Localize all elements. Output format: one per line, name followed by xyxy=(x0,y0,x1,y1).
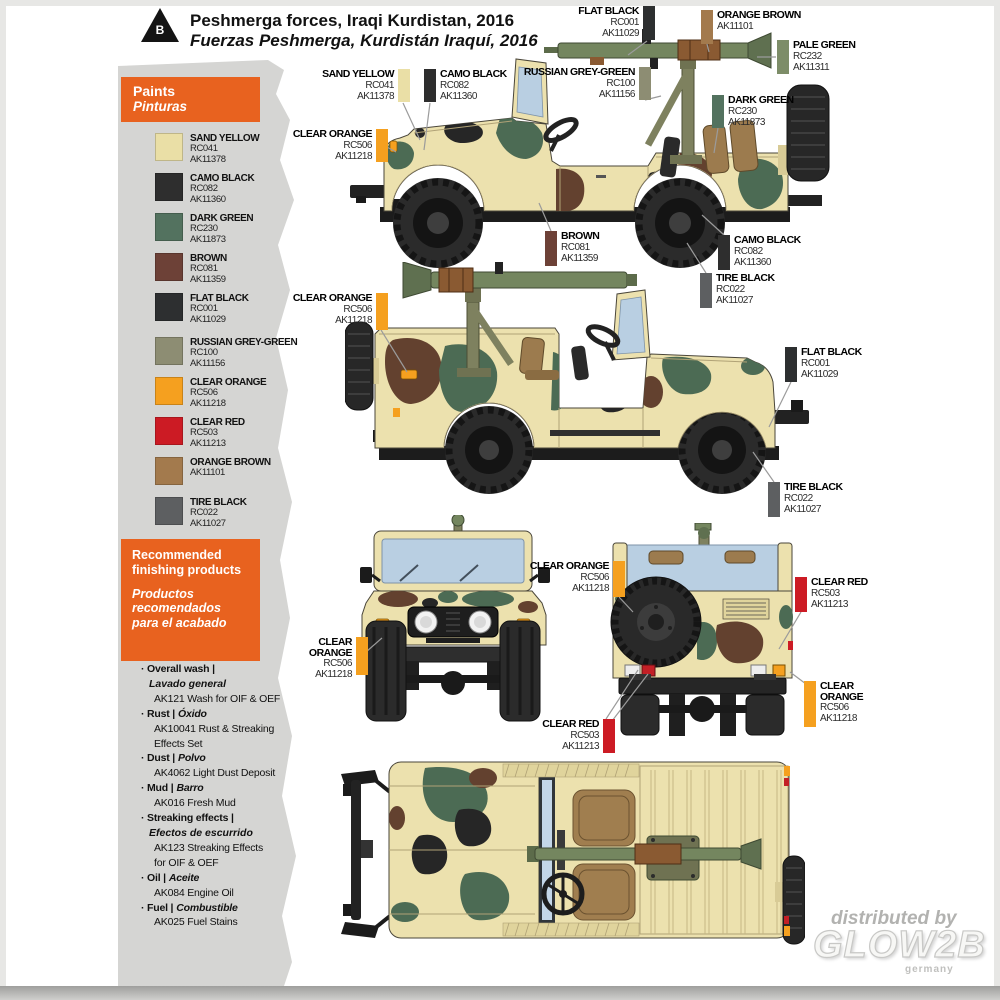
page-frame-bottom xyxy=(0,986,1000,1000)
paint-swatch xyxy=(155,337,183,365)
paint-callout: FLAT BLACK RC001 AK11029 xyxy=(785,347,862,382)
paint-item: CLEAR ORANGE RC506 AK11218 xyxy=(155,377,266,409)
callout-swatch xyxy=(701,10,713,44)
callout-swatch xyxy=(804,681,816,727)
paint-swatch xyxy=(155,173,183,201)
paint-callout: CAMO BLACK RC082 AK11360 xyxy=(424,69,507,102)
paint-callout: CLEAR RED RC503 AK11213 xyxy=(542,719,615,753)
title-spanish: Fuerzas Peshmerga, Kurdistán Iraquí, 2016 xyxy=(190,31,538,51)
paint-swatch xyxy=(155,133,183,161)
paint-swatch xyxy=(155,417,183,445)
callout-swatch xyxy=(639,67,651,100)
paint-item: RUSSIAN GREY-GREEN RC100 AK11156 xyxy=(155,337,297,369)
finishing-item: · Overall wash | Lavado general AK121 Wash for OIF & OEF xyxy=(141,663,281,705)
callout-swatch xyxy=(603,719,615,753)
driver-seat xyxy=(659,120,758,178)
callout-swatch xyxy=(712,95,724,128)
paint-callout: RUSSIAN GREY-GREEN RC100 AK11156 xyxy=(524,67,651,100)
paint-callout: ORANGE BROWN AK11101 xyxy=(701,10,801,44)
finishing-product-list xyxy=(141,662,309,930)
paint-item: ORANGE BROWN AK11101 xyxy=(155,457,271,485)
paint-swatch xyxy=(155,213,183,241)
side-marker xyxy=(401,370,417,379)
windshield xyxy=(374,531,532,591)
paint-callout: CLEAR ORANGE RC506 AK11218 xyxy=(530,561,625,597)
paint-callout: CLEAR ORANGE RC506 AK11218 xyxy=(293,293,388,330)
callout-swatch xyxy=(768,482,780,517)
callout-swatch xyxy=(376,129,388,162)
paint-callout: TIRE BLACK RC022 AK11027 xyxy=(700,273,775,308)
spare-tire xyxy=(345,322,379,410)
callout-swatch xyxy=(700,273,712,308)
watermark-distributed-by: distributed by xyxy=(831,908,957,929)
paint-swatch xyxy=(155,293,183,321)
callout-swatch xyxy=(376,293,388,330)
watermark-germany: germany xyxy=(905,964,954,975)
side-reflector xyxy=(788,641,793,650)
paint-callout: CLEAR ORANGE RC506 AK11218 xyxy=(804,681,872,727)
vehicle-rear-view xyxy=(605,523,800,738)
finishing-title-en: Recommended finishing products xyxy=(132,548,242,577)
callout-swatch xyxy=(424,69,436,102)
paint-swatch xyxy=(155,253,183,281)
paint-item: SAND YELLOW RC041 AK11378 xyxy=(155,133,259,165)
paint-callout: PALE GREEN RC232 AK11311 xyxy=(777,40,855,74)
paint-swatch xyxy=(155,497,183,525)
callout-swatch xyxy=(398,69,410,102)
title-english: Peshmerga forces, Iraqi Kurdistan, 2016 xyxy=(190,11,515,30)
finishing-item: · Streaking effects | Efectos de escurrido AK123 Streaking Effects for OIF & OEF xyxy=(141,812,264,869)
grille xyxy=(408,607,498,637)
paint-callout: DARK GREEN RC230 AK11873 xyxy=(712,95,794,128)
paint-item: CLEAR RED RC503 AK11213 xyxy=(155,417,245,449)
seat-back xyxy=(725,551,755,563)
paint-callout: CAMO BLACK RC082 AK11360 xyxy=(718,235,801,270)
paint-item: TIRE BLACK RC022 AK11027 xyxy=(155,497,247,529)
paint-callout: CLEAR ORANGE RC506 AK11218 xyxy=(304,637,368,680)
paint-callout: SAND YELLOW RC041 AK11378 xyxy=(322,69,410,102)
paint-callout: CLEAR ORANGE RC506 AK11218 xyxy=(293,129,388,162)
step-marker-triangle xyxy=(141,8,179,42)
vehicle-front-view xyxy=(360,515,550,725)
paints-panel-header xyxy=(121,77,260,122)
paint-callout: CLEAR RED RC503 AK11213 xyxy=(795,577,868,612)
finishing-item: · Fuel | Combustible AK025 Fuel Stains xyxy=(141,901,238,929)
paint-item: DARK GREEN RC230 AK11873 xyxy=(155,213,253,245)
finishing-panel-header xyxy=(121,539,260,661)
front-bumper xyxy=(351,780,361,920)
paint-swatch xyxy=(155,457,183,485)
vent-louvers xyxy=(723,599,769,619)
page-title xyxy=(190,11,538,51)
paint-callout: BROWN RC081 AK11359 xyxy=(545,231,599,266)
rear-wheel xyxy=(635,178,725,268)
page-frame-right xyxy=(994,0,1000,1000)
callout-swatch xyxy=(545,231,557,266)
seat-back xyxy=(649,551,683,564)
callout-swatch xyxy=(777,40,789,74)
callout-swatch xyxy=(785,347,797,382)
page-frame-top xyxy=(0,0,1000,6)
callout-swatch xyxy=(356,637,368,675)
paint-item: BROWN RC081 AK11359 xyxy=(155,253,227,285)
paint-item: FLAT BLACK RC001 AK11029 xyxy=(155,293,249,325)
finishing-item: · Mud | Barro AK016 Fresh Mud xyxy=(141,782,236,810)
page-frame-left xyxy=(0,0,6,1000)
callout-swatch xyxy=(613,561,625,597)
paint-item: CAMO BLACK RC082 AK11360 xyxy=(155,173,254,205)
paint-swatch xyxy=(155,377,183,405)
paint-callout: FLAT BLACK RC001 AK11029 xyxy=(578,6,655,40)
windshield xyxy=(612,290,650,360)
turn-signal xyxy=(390,141,397,152)
paint-callout: TIRE BLACK RC022 AK11027 xyxy=(768,482,843,517)
callout-swatch xyxy=(718,235,730,270)
finishing-item: · Rust | Óxido AK10041 Rust & Streaking Effects Set xyxy=(141,707,275,750)
front-wheel xyxy=(393,178,483,268)
callout-swatch xyxy=(643,6,655,40)
finishing-title-es: Productos recomendados para el acabado xyxy=(132,586,227,630)
callout-swatch xyxy=(795,577,807,612)
finishing-item: · Oil | Aceite AK084 Engine Oil xyxy=(141,871,234,899)
watermark-glow2b-logo: GLOW2B xyxy=(813,924,986,966)
vehicle-top-view xyxy=(335,752,805,957)
paints-title-en: Paints xyxy=(133,83,176,99)
rear-wheel xyxy=(445,406,533,494)
step-marker-letter: B xyxy=(155,23,165,37)
paints-title-es: Pinturas xyxy=(133,99,188,115)
finishing-item: · Dust | Polvo AK4062 Light Dust Deposit xyxy=(141,752,276,780)
